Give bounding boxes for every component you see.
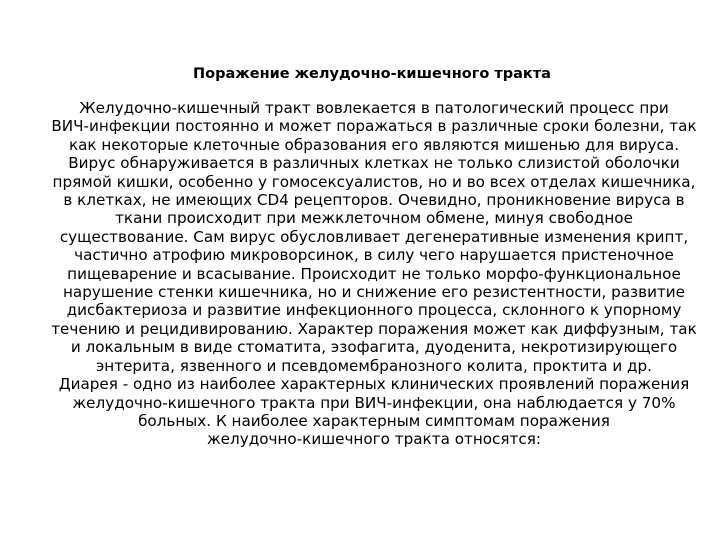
text-line: в клетках, не имеющих CD4 рецепторов. Очевидно, проникновение вируса в <box>63 191 685 210</box>
text-line: больных. К наиболее характерным симптомам поражения <box>138 411 610 430</box>
text-line: как некоторые клеточные образования его являются мишенью для вируса. <box>68 135 680 154</box>
text-line: течению и рецидивированию. Характер поражения может как диффузным, так <box>51 319 697 338</box>
text-line: частично атрофию микроворсинок, в силу чего нарушается пристеночное <box>74 246 674 265</box>
text-line: дисбактериоза и развитие инфекционного процесса, склонного к упорному <box>66 301 682 320</box>
page-title: Поражение желудочно-кишечного тракта <box>193 66 551 82</box>
text-line: желудочно-кишечного тракта относятся: <box>206 430 541 449</box>
text-line: и локальным в виде стоматита, эзофагита, дуоденита, некротизирующего <box>70 338 678 357</box>
text-line: пищеварение и всасывание. Происходит не только морфо-функциональное <box>67 264 681 283</box>
text-line: желудочно-кишечного тракта при ВИЧ-инфекции, она наблюдается у 70% <box>72 393 676 412</box>
text-line: прямой кишки, особенно у гомосексуалистов, но и во всех отделах кишечника, <box>52 172 696 191</box>
text-line: ВИЧ-инфекции постоянно и может поражаться в различные сроки болезни, так <box>51 117 697 136</box>
text-line: нарушение стенки кишечника, но и снижение его резистентности, развитие <box>62 283 686 302</box>
text-line: Желудочно-кишечный тракт вовлекается в патологический процесс при <box>79 99 669 117</box>
text-line: Диарея - одно из наиболее характерных клинических проявлений поражения <box>58 375 690 394</box>
text-line: Вирус обнаруживается в различных клетках не только слизистой оболочки <box>68 154 680 173</box>
text-line: энтерита, язвенного и псевдомембранозного колита, проктита и др. <box>95 356 653 375</box>
text-line: ткани происходит при межклеточном обмене, минуя свободное <box>115 209 633 228</box>
body-text <box>34 99 714 449</box>
text-line: существование. Сам вирус обусловливает дегенеративные изменения крипт, <box>59 227 689 246</box>
